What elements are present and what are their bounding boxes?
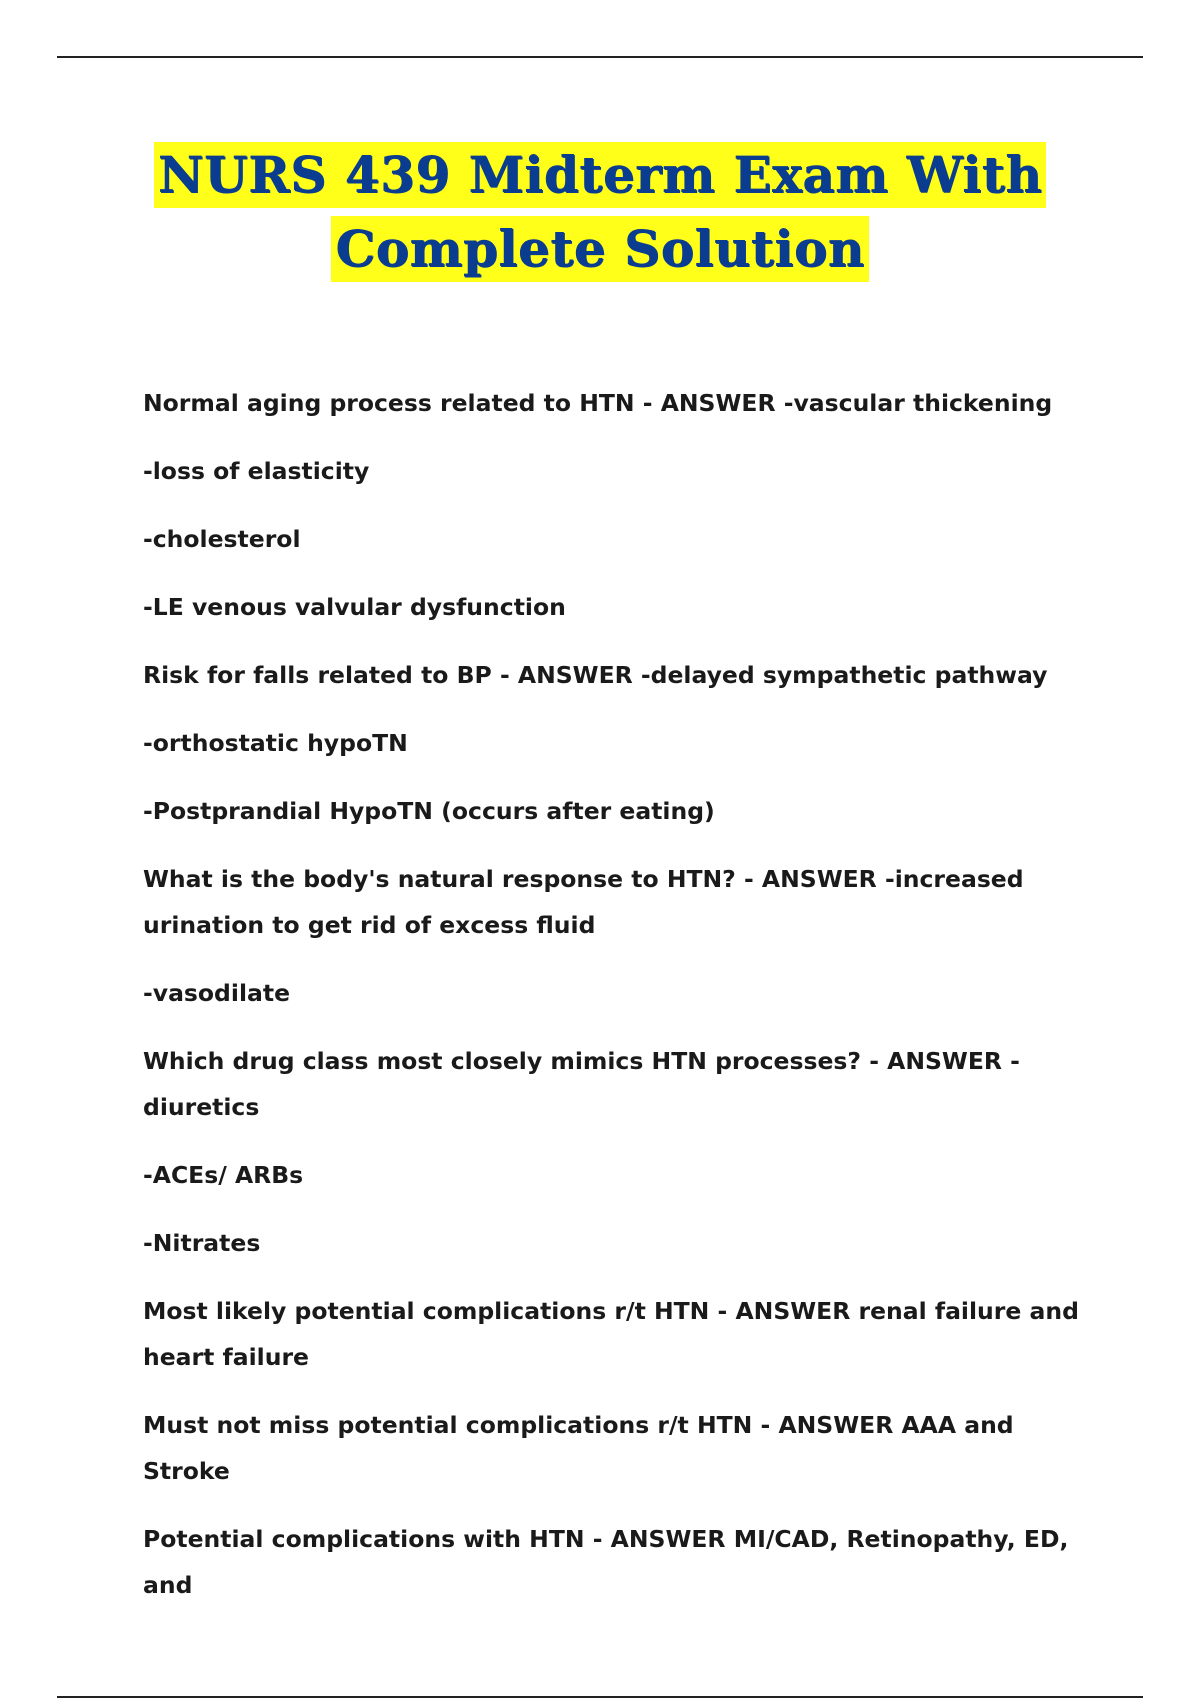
paragraph: Potential complications with HTN - ANSWER MI/CAD, Retinopathy, ED, and [143, 1525, 1069, 1599]
paragraph: -loss of elasticity [143, 457, 370, 485]
paragraph: Normal aging process related to HTN - ANSWER -vascular thickening [143, 389, 1053, 417]
paragraph: -Nitrates [143, 1229, 261, 1257]
paragraph: Must not miss potential complications r/t HTN - ANSWER AAA and Stroke [143, 1411, 1014, 1485]
paragraph: Which drug class most closely mimics HTN processes? - ANSWER -diuretics [143, 1047, 1020, 1121]
top-rule [57, 56, 1143, 58]
paragraph: What is the body's natural response to HTN? - ANSWER -increased urination to get rid of excess fluid [143, 865, 1024, 939]
title-line-1: NURS 439 Midterm Exam With [154, 142, 1046, 208]
paragraph: -vasodilate [143, 979, 291, 1007]
document-body [143, 380, 1103, 1630]
paragraph: -cholesterol [143, 525, 301, 553]
title-line-2: Complete Solution [331, 216, 868, 282]
paragraph: -ACEs/ ARBs [143, 1161, 304, 1189]
paragraph: Most likely potential complications r/t HTN - ANSWER renal failure and heart failure [143, 1297, 1079, 1371]
bottom-rule [57, 1696, 1143, 1698]
document-title [0, 140, 1200, 284]
paragraph: -Postprandial HypoTN (occurs after eating) [143, 797, 715, 825]
paragraph: -LE venous valvular dysfunction [143, 593, 566, 621]
paragraph: Risk for falls related to BP - ANSWER -delayed sympathetic pathway [143, 661, 1048, 689]
paragraph: -orthostatic hypoTN [143, 729, 408, 757]
